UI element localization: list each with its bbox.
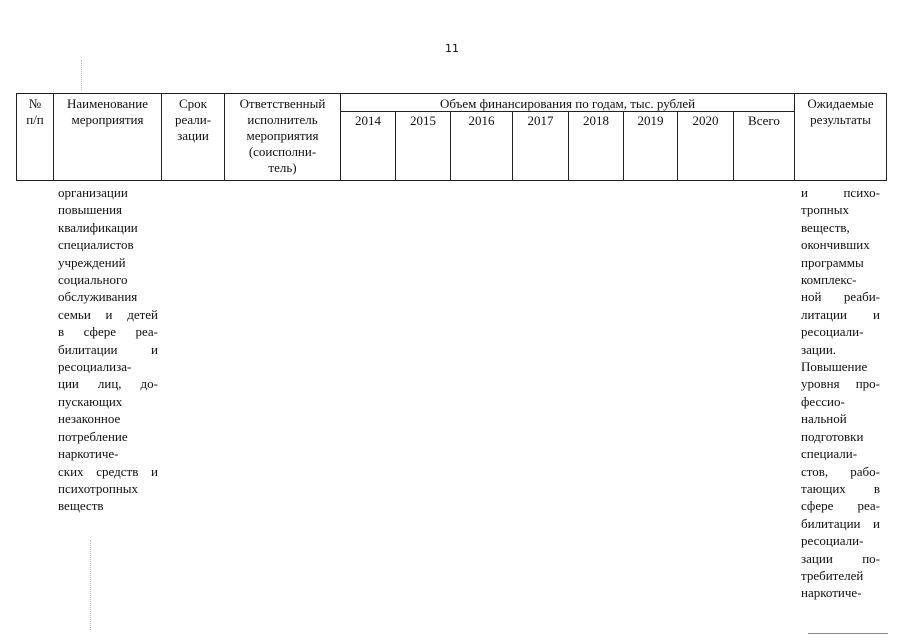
text-line: наркотиче- <box>58 446 119 462</box>
header-funding: Объем финансирования по годам, тыс. рублей <box>439 96 696 111</box>
text-line: пускающих <box>58 393 123 409</box>
header-term-line: зации <box>177 128 209 143</box>
col-border-6 <box>886 93 887 181</box>
text-line: ресоциали- <box>801 533 864 549</box>
text-line: зации. <box>801 341 837 357</box>
text-line: зации по- <box>801 550 880 566</box>
text-line: и психо- <box>801 185 880 200</box>
text-line: тающих в <box>801 480 880 496</box>
header-executor-line: исполнитель <box>247 112 318 127</box>
header-results-line: результаты <box>810 112 871 127</box>
header-number-line: № <box>28 96 42 111</box>
header-executor-line: тель) <box>268 160 297 175</box>
text-line: специали- <box>801 446 858 462</box>
header-term-line: Срок <box>179 96 207 111</box>
header-name-line: Наименование <box>67 96 148 111</box>
text-line: уровня про- <box>801 376 880 392</box>
text-line: сфере реа- <box>801 498 880 514</box>
text-line: ресоциали- <box>801 324 864 340</box>
header-year: 2017 <box>527 113 554 128</box>
header-year: 2019 <box>637 113 664 128</box>
text-line: ских средств и <box>58 463 158 479</box>
header-executor <box>225 96 340 176</box>
text-line: семьи и детей <box>58 306 158 322</box>
text-line: социального <box>58 272 128 288</box>
text-line: ресоциализа- <box>58 359 132 375</box>
page-number: 11 <box>445 42 459 55</box>
header-year: 2015 <box>410 113 436 128</box>
header-number-line: п/п <box>26 112 44 127</box>
text-line: программы <box>801 254 864 270</box>
text-line: ции лиц, до- <box>58 376 158 392</box>
header-executor-line: (соисполни- <box>248 144 317 159</box>
header-year: 2016 <box>468 113 495 128</box>
text-line: тропных <box>801 202 849 218</box>
text-line: учреждений <box>58 254 126 270</box>
text-line: незаконное <box>58 411 121 427</box>
header-results <box>795 96 886 128</box>
text-line: потребление <box>58 428 128 444</box>
text-line: квалификации <box>58 219 138 235</box>
table-top-border <box>16 93 887 94</box>
results-column-text <box>801 184 880 602</box>
header-year: 2018 <box>583 113 609 128</box>
text-line: подготовки <box>801 428 864 444</box>
text-line: литации и <box>801 306 880 322</box>
header-year-total: Всего <box>748 113 780 128</box>
text-line: фессио- <box>801 393 845 409</box>
table-header-bottom-border <box>16 180 887 181</box>
text-line: веществ, <box>801 219 850 235</box>
text-line: в сфере реа- <box>58 324 158 340</box>
header-term <box>162 96 224 144</box>
text-line: веществ <box>58 498 104 514</box>
header-executor-line: Ответственный <box>239 96 326 111</box>
header-number <box>17 96 53 128</box>
header-year: 2014 <box>355 113 381 128</box>
text-line: нальной <box>801 411 847 427</box>
text-line: комплекс- <box>801 272 857 288</box>
scan-artifact <box>81 60 83 90</box>
header-year: 2020 <box>692 113 719 128</box>
header-name-line: мероприятия <box>71 112 144 127</box>
header-name <box>54 96 161 128</box>
text-line: окончивших <box>801 237 870 253</box>
text-line: наркотиче- <box>801 585 862 601</box>
header-executor-line: мероприятия <box>246 128 319 143</box>
header-results-line: Ожидаемые <box>807 96 874 111</box>
text-line: стов, рабо- <box>801 463 880 479</box>
text-line: организации <box>58 185 128 200</box>
text-line: требителей <box>801 567 864 583</box>
scan-artifact-line <box>808 633 888 634</box>
name-column-text <box>58 184 158 515</box>
scan-artifact <box>90 540 92 630</box>
text-line: ной реаби- <box>801 289 880 305</box>
text-line: обслуживания <box>58 289 138 305</box>
header-term-line: реали- <box>174 112 212 127</box>
text-line: билитации и <box>58 341 158 357</box>
text-line: Повышение <box>801 359 868 375</box>
text-line: повышения <box>58 202 123 218</box>
text-line: билитации и <box>801 515 880 531</box>
text-line: специалистов <box>58 237 134 253</box>
text-line: психотропных <box>58 480 139 496</box>
